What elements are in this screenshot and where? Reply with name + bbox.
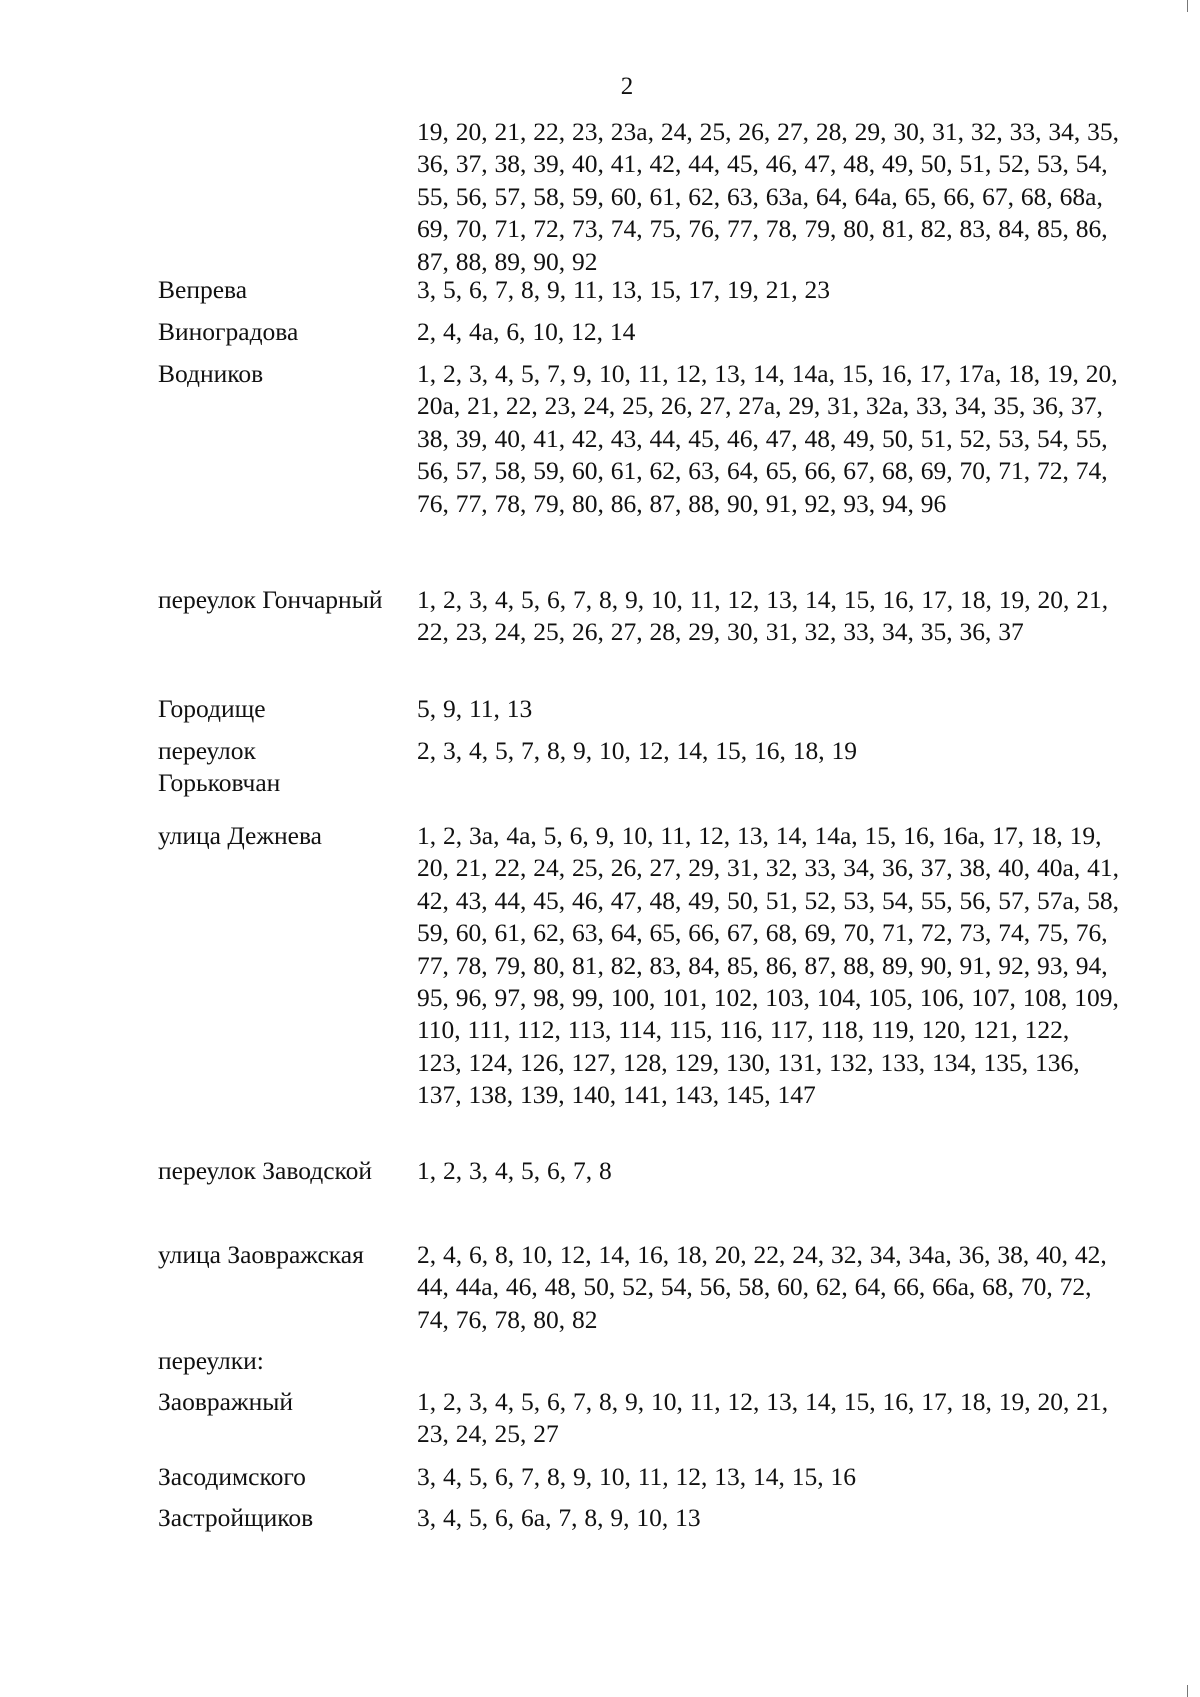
street-name: переулок Горьковчан	[158, 736, 281, 798]
house-numbers: 3, 5, 6, 7, 8, 9, 11, 13, 15, 17, 19, 21, 23	[417, 275, 831, 304]
house-numbers: 5, 9, 11, 13	[417, 694, 533, 723]
house-numbers: 2, 4, 4а, 6, 10, 12, 14	[417, 317, 636, 346]
house-numbers: 1, 2, 3а, 4а, 5, 6, 9, 10, 11, 12, 13, 14, 14а, 15, 16, 16а, 17, 18, 19, 20, 21, 22, 24, 25, 26, 27, 29, 31, 32, 33, 34, 36, 37, 38, 40, 40а, 41, 42, 43, 44, 45, 46, 47, 48, 49, 50, 51, 52, 53, 54, 55, 56, 57, 57а, 58, 59, 60, 61, 62, 63, 64, 65, 66, 67, 68, 69, 70, 71, 72, 73, 74, 75, 76, 77, 78, 79, 80, 81, 82, 83, 84, 85, 86, 87, 88, 89, 90, 91, 92, 93, 94, 95, 96, 97, 98, 99, 100, 101, 102, 103, 104, 105, 106, 107, 108, 109, 110, 111, 112, 113, 114, 115, 116, 117, 118, 119, 120, 121, 122, 123, 124, 126, 127, 128, 129, 130, 131, 132, 133, 134, 135, 136, 137, 138, 139, 140, 141, 143, 145, 147	[417, 821, 1119, 1110]
scan-mark-bottom-right	[1187, 1685, 1188, 1697]
street-name: переулок Гончарный	[158, 585, 383, 614]
street-name: Застройщиков	[158, 1503, 314, 1532]
street-name: Виноградова	[158, 317, 299, 346]
scan-mark-top-right	[1187, 0, 1188, 12]
street-name: Вепрева	[158, 275, 248, 304]
street-name: улица Дежнева	[158, 821, 322, 850]
street-name: переулок Заводской	[158, 1156, 373, 1185]
street-name: Засодимского	[158, 1462, 306, 1491]
page-number: 2	[620, 73, 634, 100]
street-name: переулки:	[158, 1346, 264, 1375]
street-name: Водников	[158, 359, 264, 388]
house-numbers: 1, 2, 3, 4, 5, 6, 7, 8, 9, 10, 11, 12, 13, 14, 15, 16, 17, 18, 19, 20, 21, 23, 24, 25, 27	[417, 1387, 1109, 1449]
house-numbers: 1, 2, 3, 4, 5, 6, 7, 8, 9, 10, 11, 12, 13, 14, 15, 16, 17, 18, 19, 20, 21, 22, 23, 24, 25, 26, 27, 28, 29, 30, 31, 32, 33, 34, 35, 36, 37	[417, 585, 1109, 647]
house-numbers: 1, 2, 3, 4, 5, 6, 7, 8	[417, 1156, 612, 1185]
street-name: улица Заовражская	[158, 1240, 364, 1269]
house-numbers: 3, 4, 5, 6, 6а, 7, 8, 9, 10, 13	[417, 1503, 701, 1532]
street-name: Городище	[158, 694, 266, 723]
house-numbers: 3, 4, 5, 6, 7, 8, 9, 10, 11, 12, 13, 14, 15, 16	[417, 1462, 857, 1491]
house-numbers: 1, 2, 3, 4, 5, 7, 9, 10, 11, 12, 13, 14, 14а, 15, 16, 17, 17а, 18, 19, 20, 20а, 21, 22, 23, 24, 25, 26, 27, 27а, 29, 31, 32а, 33, 34, 35, 36, 37, 38, 39, 40, 41, 42, 43, 44, 45, 46, 47, 48, 49, 50, 51, 52, 53, 54, 55, 56, 57, 58, 59, 60, 61, 62, 63, 64, 65, 66, 67, 68, 69, 70, 71, 72, 74, 76, 77, 78, 79, 80, 86, 87, 88, 90, 91, 92, 93, 94, 96	[417, 359, 1118, 518]
house-numbers: 2, 3, 4, 5, 7, 8, 9, 10, 12, 14, 15, 16, 18, 19	[417, 736, 857, 765]
street-name: Заовражный	[158, 1387, 293, 1416]
house-numbers: 19, 20, 21, 22, 23, 23а, 24, 25, 26, 27, 28, 29, 30, 31, 32, 33, 34, 35, 36, 37, 38, 39, 40, 41, 42, 44, 45, 46, 47, 48, 49, 50, 51, 52, 53, 54, 55, 56, 57, 58, 59, 60, 61, 62, 63, 63а, 64, 64а, 65, 66, 67, 68, 68а, 69, 70, 71, 72, 73, 74, 75, 76, 77, 78, 79, 80, 81, 82, 83, 84, 85, 86, 87, 88, 89, 90, 92	[417, 117, 1119, 276]
house-numbers: 2, 4, 6, 8, 10, 12, 14, 16, 18, 20, 22, 24, 32, 34, 34а, 36, 38, 40, 42, 44, 44а, 46, 48, 50, 52, 54, 56, 58, 60, 62, 64, 66, 66а, 68, 70, 72, 74, 76, 78, 80, 82	[417, 1240, 1107, 1334]
